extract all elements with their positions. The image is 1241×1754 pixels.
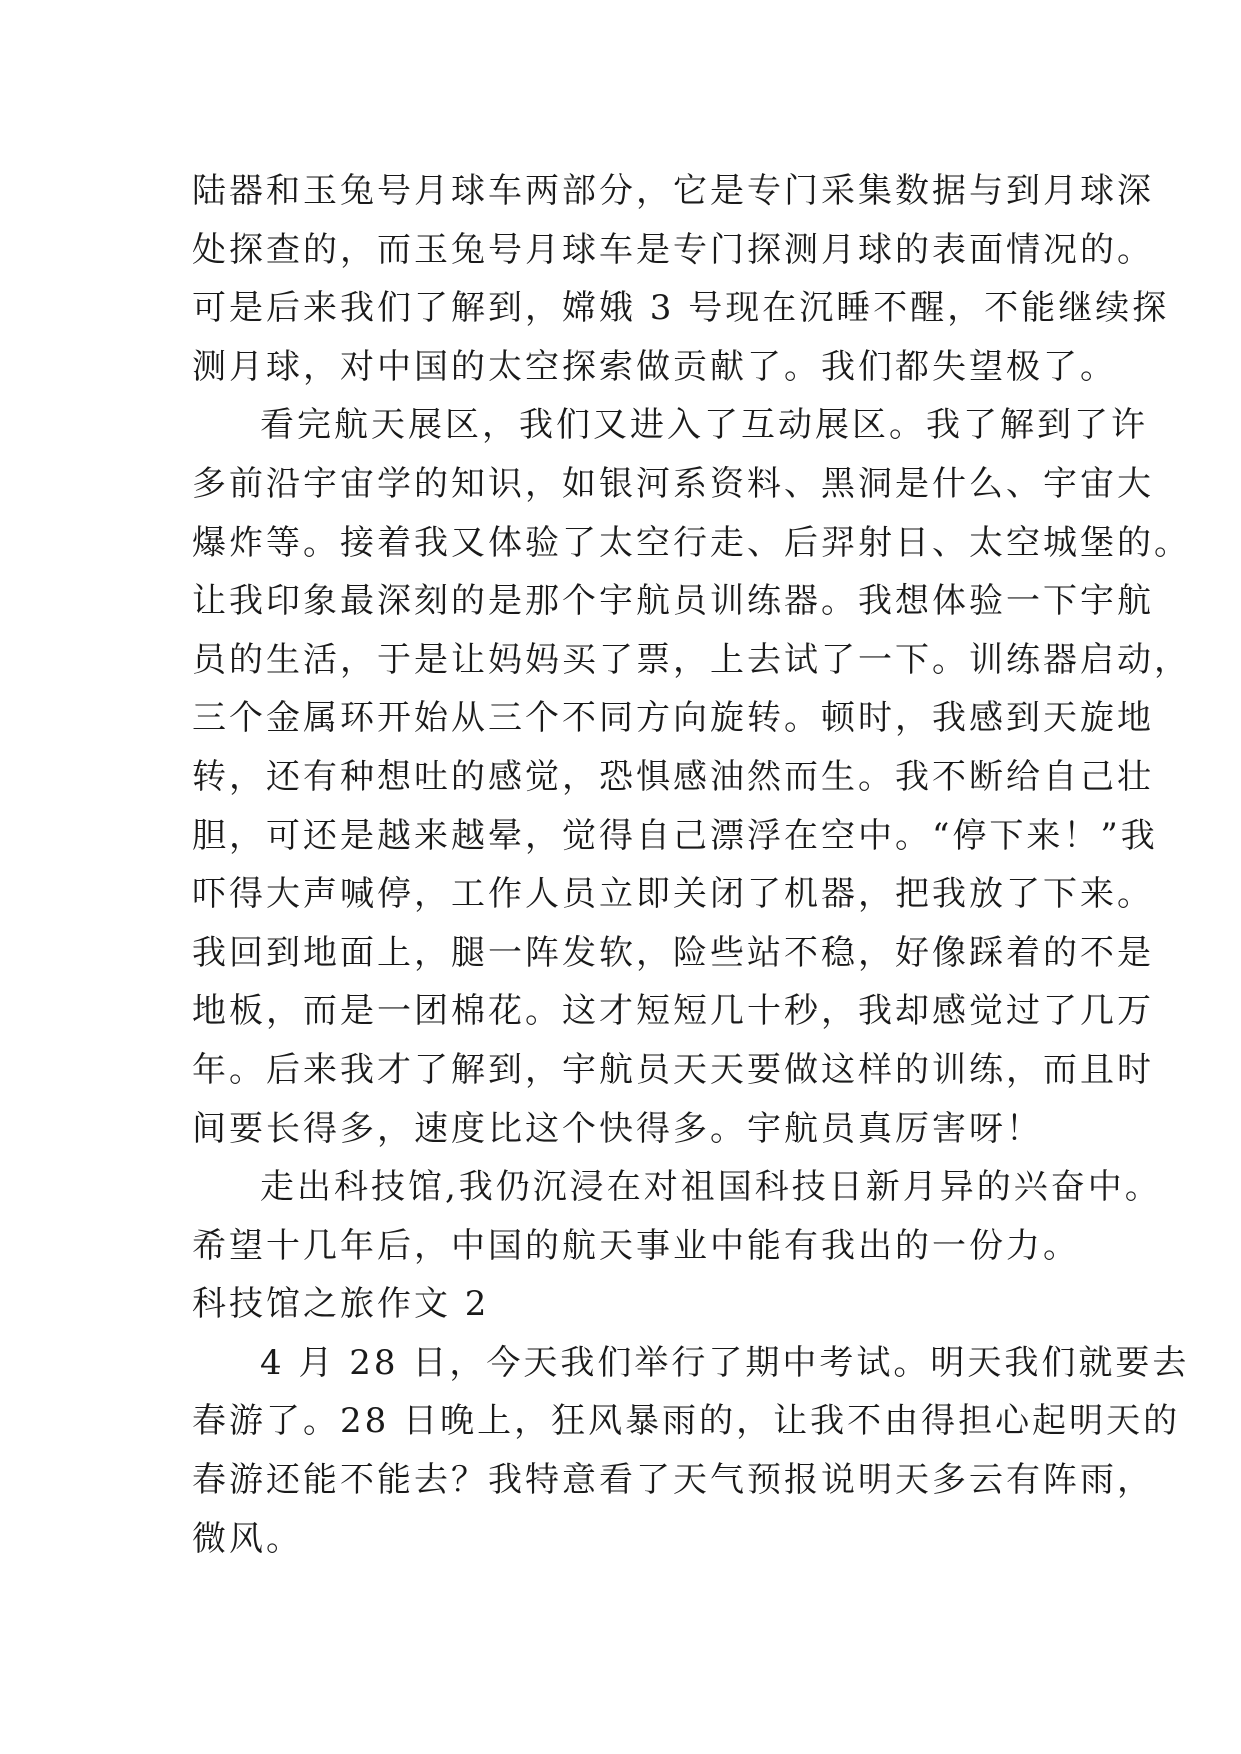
essay-title: 科技馆之旅作文 2 xyxy=(192,1284,490,1325)
paragraph-first-line: 走出科技馆,我仍沉浸在对祖国科技日新月异的兴奋中。 xyxy=(260,1167,1162,1208)
document-body xyxy=(192,162,1191,1568)
text-line: 处探查的，而玉兔号月球车是专门探测月球的表面情况的。 xyxy=(192,229,1154,270)
text-line: 陆器和玉兔号月球车两部分，它是专门采集数据与到月球深 xyxy=(192,171,1154,211)
text-line: 我回到地面上，腿一阵发软，险些站不稳，好像踩着的不是 xyxy=(192,932,1154,973)
text-line: 吓得大声喊停，工作人员立即关闭了机器，把我放了下来。 xyxy=(192,874,1154,915)
text-line: 三个金属环开始从三个不同方向旋转。顿时，我感到天旋地 xyxy=(192,698,1154,739)
text-line: 让我印象最深刻的是那个宇航员训练器。我想体验一下宇航 xyxy=(192,581,1154,622)
text-line: 爆炸等。接着我又体验了太空行走、后羿射日、太空城堡的。 xyxy=(192,522,1191,563)
text-line: 多前沿宇宙学的知识，如银河系资料、黑洞是什么、宇宙大 xyxy=(192,463,1154,504)
text-line: 测月球，对中国的太空探索做贡献了。我们都失望极了。 xyxy=(192,346,1117,387)
text-line: 可是后来我们了解到，嫦娥 3 号现在沉睡不醒，不能继续探 xyxy=(192,288,1170,329)
text-line: 间要长得多，速度比这个快得多。宇航员真厉害呀！ xyxy=(192,1108,1043,1149)
paragraph-first-line: 4 月 28 日，今天我们举行了期中考试。明天我们就要去 xyxy=(260,1342,1190,1383)
text-line: 转，还有种想吐的感觉，恐惧感油然而生。我不断给自己壮 xyxy=(192,756,1154,797)
text-line: 微风。 xyxy=(192,1518,303,1559)
text-line: 地板，而是一团棉花。这才短短几十秒，我却感觉过了几万 xyxy=(192,991,1154,1032)
paragraph-first-line: 看完航天展区，我们又进入了互动展区。我了解到了许 xyxy=(260,405,1148,446)
text-line: 春游了。28 日晚上，狂风暴雨的，让我不由得担心起明天的 xyxy=(192,1401,1181,1442)
text-line: 年。后来我才了解到，宇航员天天要做这样的训练，而且时 xyxy=(192,1049,1154,1090)
text-line: 春游还能不能去？我特意看了天气预报说明天多云有阵雨， xyxy=(192,1460,1154,1501)
text-line: 胆，可还是越来越晕，觉得自己漂浮在空中。“停下来！”我 xyxy=(192,815,1158,856)
text-line: 员的生活，于是让妈妈买了票，上去试了一下。训练器启动， xyxy=(192,639,1191,680)
text-line: 希望十几年后，中国的航天事业中能有我出的一份力。 xyxy=(192,1225,1080,1266)
